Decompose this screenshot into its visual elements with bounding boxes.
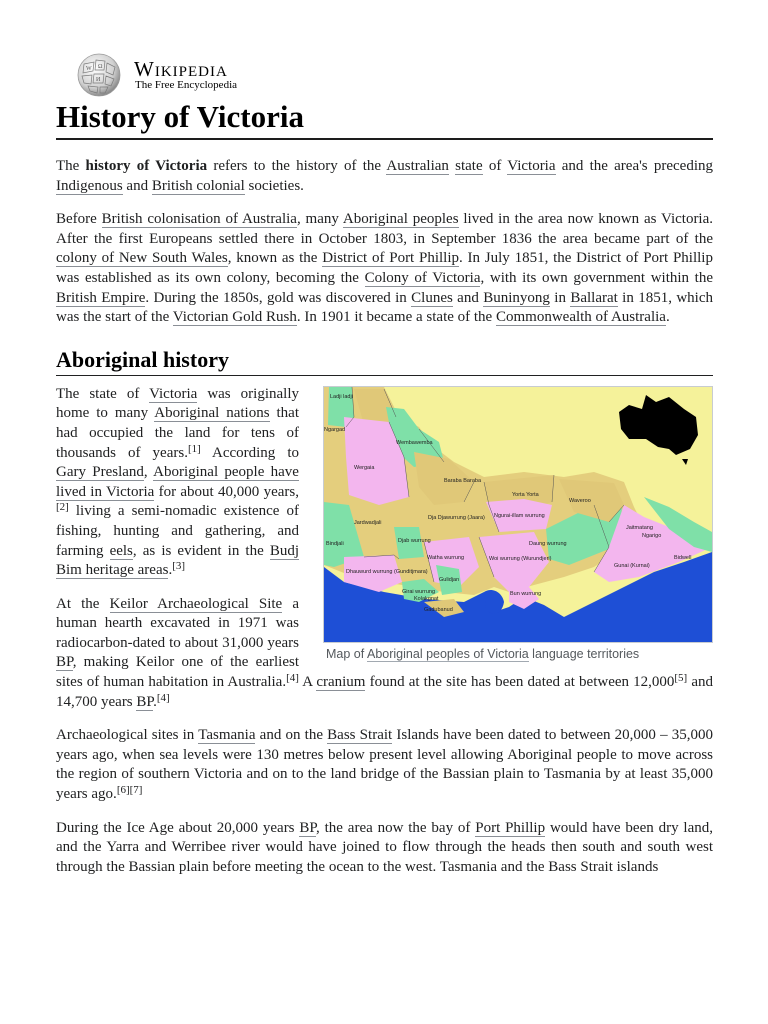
bold-term: history of Victoria [85,158,208,174]
link-bp[interactable]: BP [299,819,317,836]
wikipedia-tagline: The Free Encyclopedia [135,79,238,91]
map-label-4: Baraba Baraba [444,477,481,484]
map-label-22: Kolakgnat [414,595,439,602]
aboriginal-paragraph-4: During the Ice Age about 20,000 years BP, the area now the bay of Port Phillip would have been dry land, and the Yarra and Werribee river would have joined to flow through the heads then south and south west through the Bassian plain before meeting the ocean to the west. Tasmania and the Bass Strait islands [56,819,713,875]
map-label-19: Dhauwurd wurrung (Gunditjmara) [346,568,428,575]
link-state[interactable]: state [455,158,483,174]
link-british-colonial[interactable]: British colonial [151,177,245,194]
aboriginal-paragraph-1: The state of Victoria was originally home to many Aboriginal nations that had occupied the land for tens of thousands of years.[1] According to Gary Presland, Aboriginal people have lived in Victoria for about 40,000 years,[2] living a semi-nomadic existence of fishing, hunting and gathering, and farming eels, as is evident in the Budj Bim heritage areas.[3] [56,385,299,579]
svg-text:И: И [96,77,101,83]
map-label-21: Gulidjan [439,576,460,583]
link-australian[interactable]: Australian [386,158,449,174]
link-indigenous[interactable]: Indigenous [56,177,123,194]
wikipedia-globe-icon [74,52,124,98]
map-label-20: Girai wurrung [402,588,436,595]
link-bass-strait[interactable]: Bass Strait [327,727,393,744]
map-label-23: Bun wurrung [510,590,542,597]
link-budj-bim[interactable]: Budj Bim heritage areas [56,542,299,579]
svg-text:W: W [86,66,92,72]
map-label-15: Djab wurrung [398,537,431,544]
link-victoria[interactable]: Victoria [507,158,556,174]
link-cranium[interactable]: cranium [316,674,366,691]
citation-4[interactable]: [4] [286,672,299,685]
map-label-11: Dja Djawurrung (Jaara) [428,514,485,521]
link-aboriginal-peoples-of-victoria[interactable]: Aboriginal peoples of Victoria [367,646,529,661]
svg-text:Ω: Ω [98,64,103,70]
link-colony-of-victoria[interactable]: Colony of Victoria [364,269,481,286]
link-aboriginal-peoples[interactable]: Aboriginal peoples [342,211,459,228]
aboriginal-paragraph-3: Archaeological sites in Tasmania and on the Bass Strait Islands have been dated to between 20,000 – 35,000 years ago, when sea levels were 130 metres below present level allowing Aboriginal people to move across the region of southern Victoria and on to the land bridge of the Bassian plain to Tasmania by at least 35,000 years ago.[6][7] [56,727,714,803]
intro-paragraph: The history of Victoria refers to the history of the Australian state of Victoria and the area's preceding Indigenous and British colonial societies. [56,158,713,194]
link-british-empire[interactable]: British Empire [56,289,146,306]
link-tasmania[interactable]: Tasmania [198,727,256,744]
map-label-1: Ngargad [324,426,346,433]
map-label-14: Bindjali [326,540,344,547]
overview-paragraph: Before British colonisation of Australia, many Aboriginal peoples lived in the area now known as Victoria. After the first Europeans settled there in October 1803, in September 1836 the area became part of the colony of New South Wales, known as the District of Port Phillip. In July 1851, the District of Port Phillip was established as its own colony, becoming the Colony of Victoria, with its own government within the British Empire. During the 1850s, gold was discovered in Clunes and Buninyong in Ballarat in 1851, which was the start of the Victorian Gold Rush. In 1901 it became a state of the Commonwealth of Australia. [56,211,714,326]
citation-1[interactable]: [1] [187,442,201,455]
link-commonwealth-of-australia[interactable]: Commonwealth of Australia [495,309,666,326]
link-buninyong[interactable]: Buninyong [483,289,550,306]
link-aboriginal-nations[interactable]: Aboriginal nations [154,405,270,422]
link-victorian-gold-rush[interactable]: Victorian Gold Rush [172,309,297,326]
citation-4b[interactable]: [4] [156,691,170,704]
site-logo[interactable] [74,52,374,98]
map-label-10: Jardwadjali [354,519,382,526]
link-port-phillip[interactable]: Port Phillip [475,819,546,836]
section-heading-aboriginal-history: Aboriginal history [56,346,713,376]
map-caption: Map of Aboriginal peoples of Victoria language territories [326,646,640,661]
link-bp[interactable]: BP [136,693,154,710]
aboriginal-paragraph-2: At the Keilor Archaeological Site a human hearth excavated in 1971 was radiocarbon-dated to about 31,000 years BP, making Keilor one of the earliest sites of human habitation in Australia.[4] A cranium found at the site has been dated at between 12,000[5] and 14,700 years BP.[4] [56,595,713,710]
map-label-6: Waveroo [569,497,591,504]
link-new-south-wales[interactable]: colony of New South Wales [56,250,228,267]
citation-6[interactable]: [6] [116,784,130,797]
map-label-12: Ngurai-illam wurrung [494,512,545,519]
link-aboriginal-people-lived-victoria[interactable]: Aboriginal people have lived in Victoria [56,464,299,500]
citation-5[interactable]: [5] [674,672,688,685]
link-victoria[interactable]: Victoria [149,385,198,402]
link-bp[interactable]: BP [56,654,73,671]
link-ballarat[interactable]: Ballarat [570,289,618,306]
map-label-24: Gadubanud [424,606,453,613]
aboriginal-language-map[interactable] [323,386,713,643]
article-body [56,157,713,891]
map-figure [323,386,713,662]
citation-2[interactable]: [2] [56,501,69,514]
citation-3[interactable]: [3] [172,560,186,573]
link-gary-presland[interactable]: Gary Presland [56,464,144,481]
map-label-3: Wergaia [354,464,375,471]
link-british-colonisation[interactable]: British colonisation of Australia [101,211,297,228]
page-title: History of Victoria [56,98,713,140]
link-clunes[interactable]: Clunes [411,289,453,306]
link-keilor[interactable]: Keilor Archaeological Site [109,595,283,612]
map-label-16: Watha wurrung [427,554,465,561]
map-label-17: Woi wurrung (Wurundjeri) [489,555,552,562]
link-district-port-phillip[interactable]: District of Port Phillip [322,250,460,267]
map-label-9: Bidwell [674,554,692,561]
map-label-7: Jaitmatang [626,524,653,531]
wikipedia-wordmark: Wikipedia [134,57,228,81]
map-label-2: Wembawemba [396,439,433,446]
link-eels[interactable]: eels [109,542,133,559]
map-label-8: Ngarigo [642,532,662,539]
map-label-18: Gunai (Kurnai) [614,562,650,569]
map-label-0: Ladji ladji [330,393,353,400]
map-label-13: Daung wurrung [529,540,567,547]
map-label-5: Yorta Yorta [512,491,539,498]
citation-7[interactable]: [7] [129,784,143,797]
